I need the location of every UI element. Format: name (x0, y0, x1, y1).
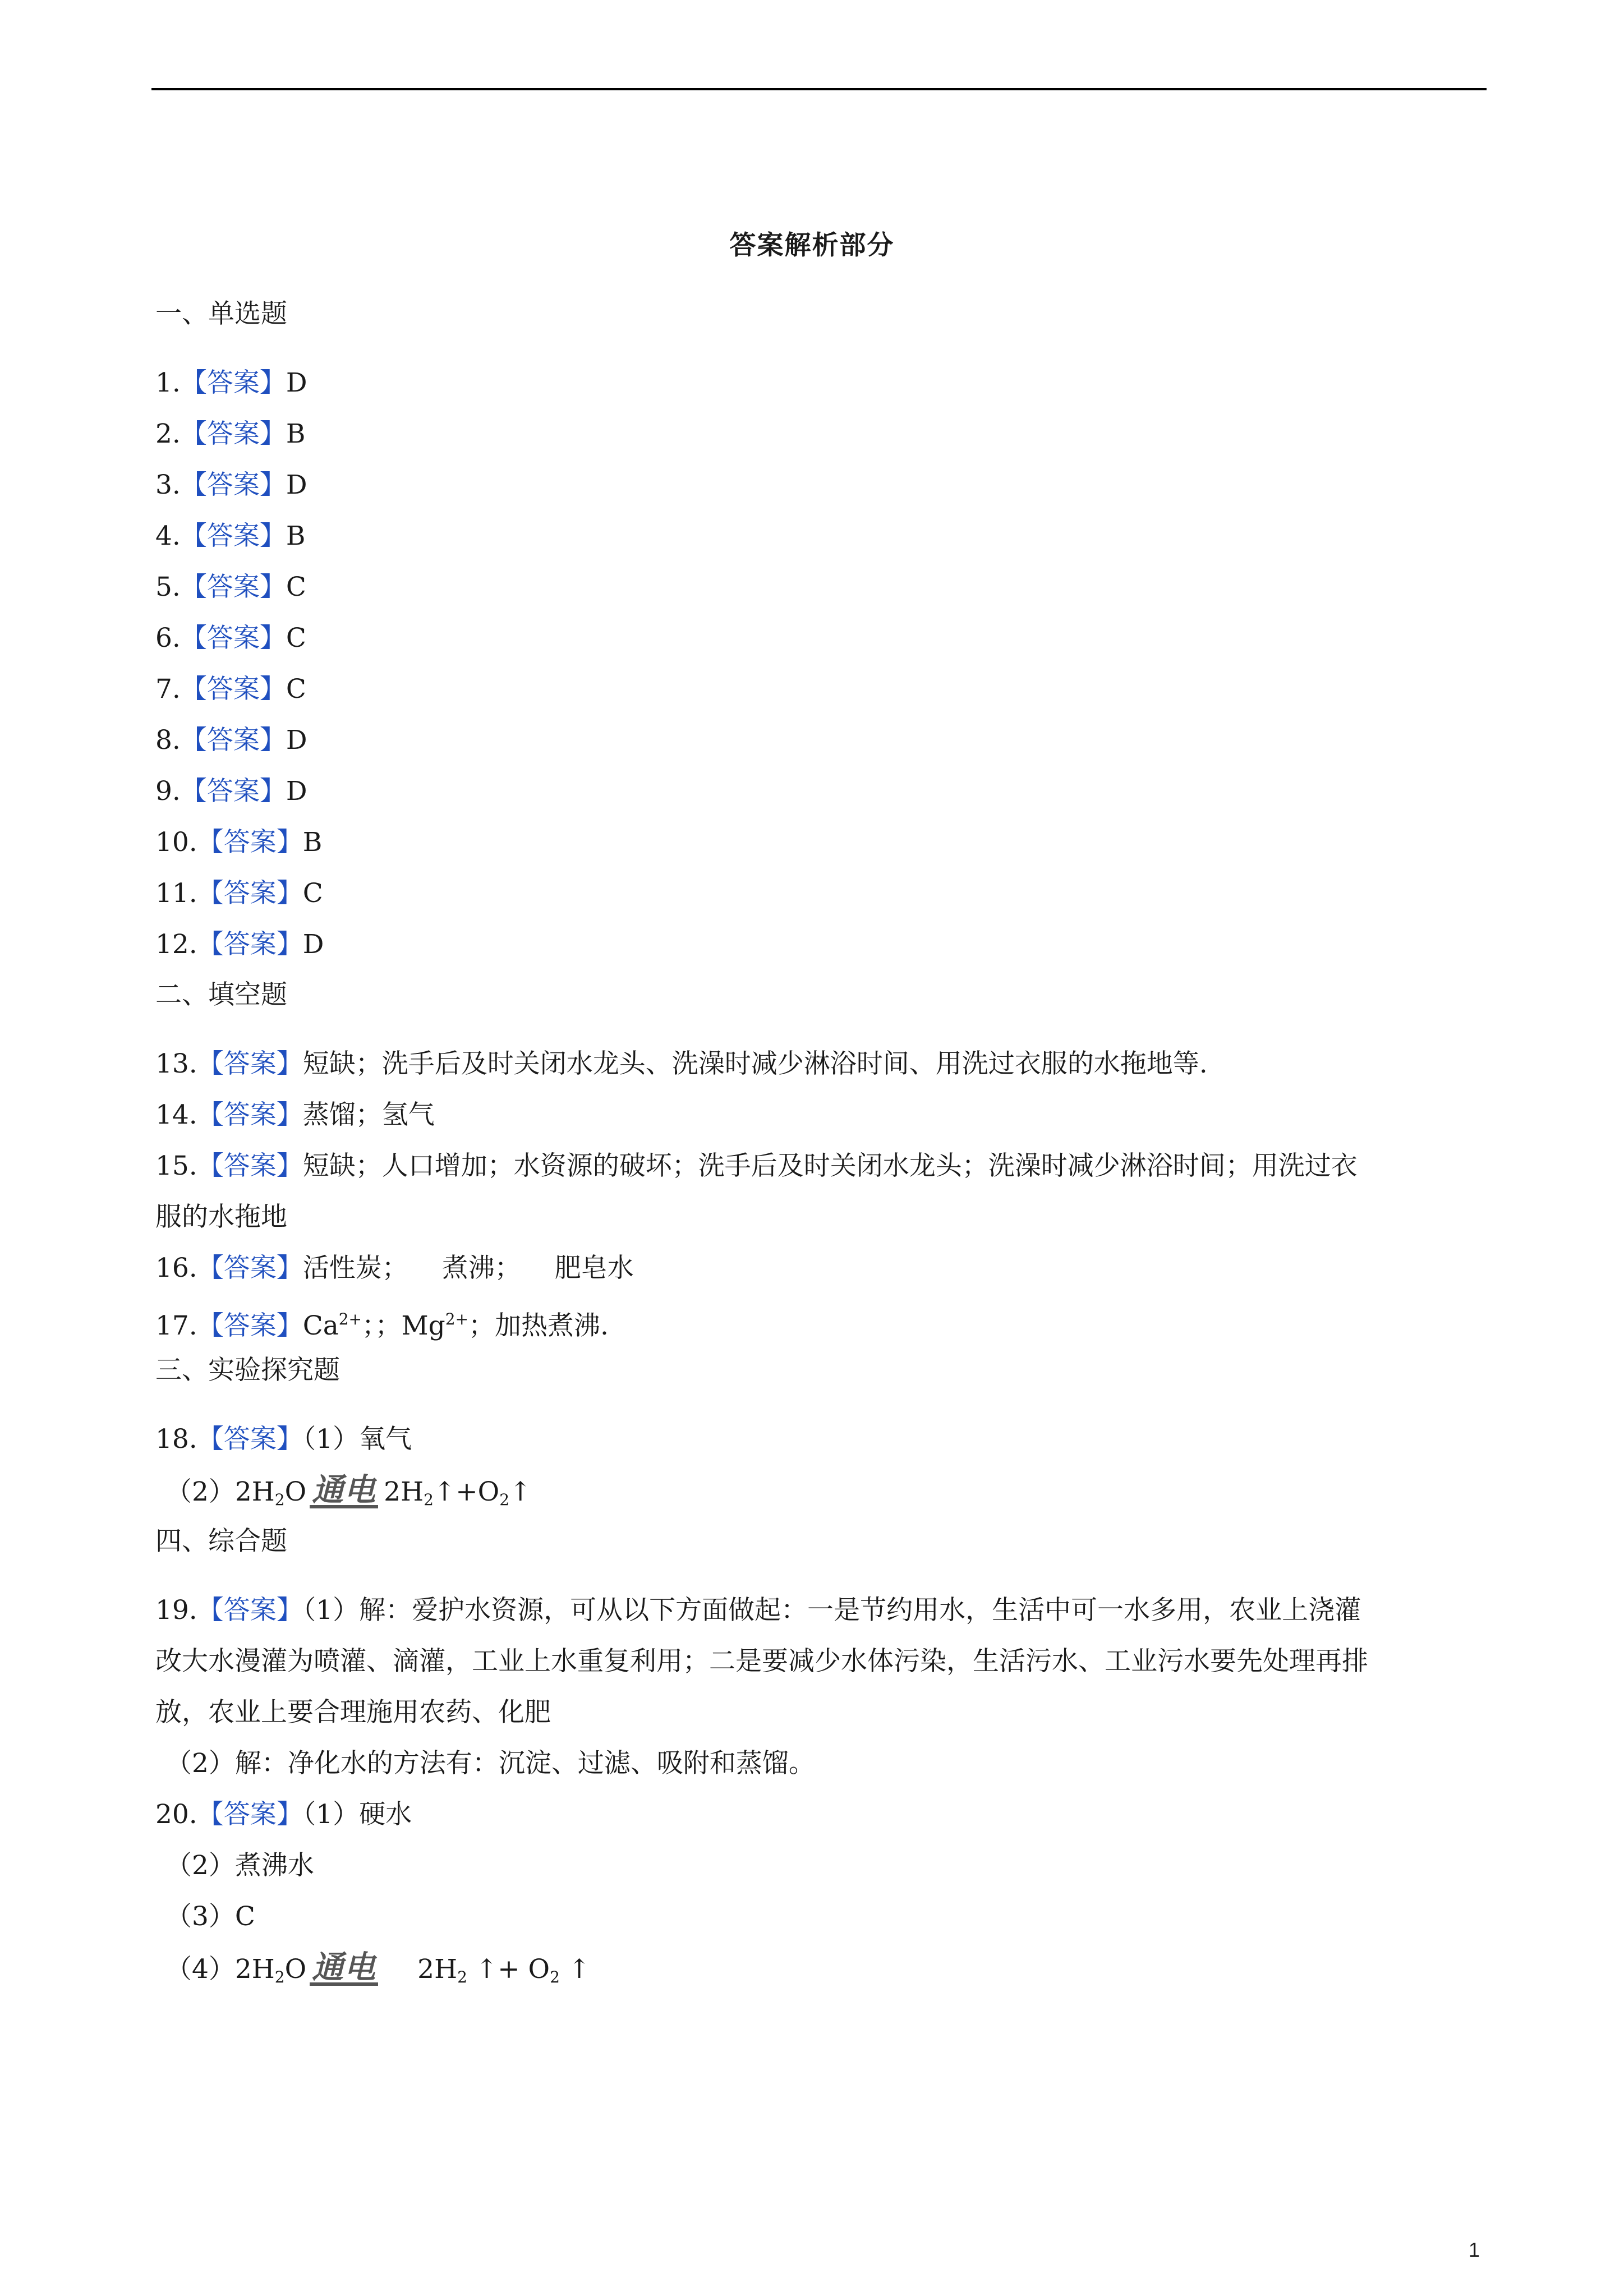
answer-tag: 【答案】 (197, 878, 303, 909)
answer-4 (155, 519, 305, 553)
answer-tag: 【答案】 (197, 1099, 303, 1130)
answer-tag: 【答案】 (180, 725, 286, 756)
answer-part-a: 活性炭； (302, 1253, 408, 1283)
answer-choice: D (286, 725, 307, 756)
answer-tag: 【答案】 (197, 1310, 303, 1341)
answer-tag: 【答案】 (180, 776, 286, 807)
answer-19-line-3: 放，农业上要合理施用农药、化肥 (155, 1697, 551, 1728)
question-number: 20. (155, 1799, 197, 1830)
answer-20-part-1 (155, 1798, 412, 1832)
question-number: 13. (155, 1048, 197, 1079)
answer-choice: C (302, 878, 323, 909)
question-number: 1. (155, 367, 181, 398)
answer-choice: C (286, 623, 306, 654)
section-heading-single-choice: 一、单选题 (155, 298, 287, 329)
answer-tag: 【答案】 (197, 929, 303, 960)
question-number: 7. (155, 674, 181, 705)
answer-14 (155, 1098, 435, 1132)
answer-tag: 【答案】 (197, 1424, 303, 1455)
answer-choice: C (286, 572, 306, 602)
question-number: 17. (155, 1310, 197, 1341)
answer-tag: 【答案】 (180, 572, 286, 602)
answer-text: （1）氧气 (302, 1424, 412, 1455)
answer-13 (155, 1047, 1208, 1081)
answer-tag: 【答案】 (197, 827, 303, 858)
answer-tag: 【答案】 (180, 623, 286, 654)
answer-3 (155, 468, 307, 502)
answer-12 (155, 928, 324, 961)
answer-19-line-1 (155, 1594, 1361, 1627)
calcium-ion: Ca (302, 1310, 339, 1341)
answer-choice: B (286, 418, 306, 449)
question-number: 11. (155, 878, 197, 909)
header-rule (151, 88, 1487, 90)
answer-tag: 【答案】 (197, 1799, 303, 1830)
answer-text: 蒸馏；氢气 (302, 1099, 435, 1130)
page-title: 答案解析部分 (729, 230, 895, 261)
answer-9 (155, 775, 307, 808)
answer-20-part-3: （3）C (165, 1901, 255, 1932)
question-number: 9. (155, 776, 181, 807)
part-label: （4） (165, 1954, 235, 1985)
answer-17 (155, 1303, 609, 1343)
answer-15 (155, 1149, 1358, 1183)
answer-choice: B (286, 521, 306, 551)
question-number: 14. (155, 1099, 197, 1130)
answer-tag: 【答案】 (197, 1595, 303, 1626)
page-number: 1 (1469, 2238, 1480, 2261)
answer-text: 短缺；人口增加；水资源的破坏；洗手后及时关闭水龙头；洗澡时减少淋浴时间；用洗过衣 (302, 1151, 1358, 1181)
answer-16 (155, 1251, 634, 1285)
question-number: 5. (155, 572, 181, 602)
answer-choice: D (286, 776, 307, 807)
electrolysis-condition: 通电 (306, 1474, 384, 1507)
answer-text: （1）硬水 (302, 1799, 412, 1830)
answer-6 (155, 622, 306, 655)
answer-part-c: 肥皂水 (554, 1253, 634, 1283)
calcium-charge: 2+ (338, 1310, 362, 1328)
answer-tag: 【答案】 (197, 1048, 303, 1079)
answer-text-end: ；加热煮沸. (468, 1310, 609, 1341)
answer-20-part-4: $(4)2H_2O$ 通电 $2H_2$ ↑+ $O_2$ ↑ (165, 1949, 591, 1986)
answer-choice: D (286, 367, 307, 398)
answer-tag: 【答案】 (180, 674, 286, 705)
answer-11 (155, 877, 323, 910)
answer-choice: D (302, 929, 324, 960)
part-label: （2） (165, 1476, 235, 1507)
section-heading-experiment: 三、实验探究题 (155, 1355, 340, 1386)
answer-20-part-2: （2）煮沸水 (165, 1850, 314, 1881)
answer-tag: 【答案】 (197, 1151, 303, 1181)
answer-text: 短缺；洗手后及时关闭水龙头、洗澡时减少淋浴时间、用洗过衣服的水拖地等. (302, 1048, 1208, 1079)
answer-18-part-1 (155, 1423, 412, 1456)
answer-part-b: 煮沸； (441, 1253, 521, 1283)
electrolysis-condition: 通电 (306, 1951, 384, 1985)
answer-2 (155, 417, 305, 451)
question-number: 10. (155, 827, 197, 858)
answer-choice: C (286, 674, 306, 705)
answer-15-continuation: 服的水拖地 (155, 1202, 287, 1232)
answer-tag: 【答案】 (180, 521, 286, 551)
question-number: 16. (155, 1253, 197, 1283)
question-number: 3. (155, 470, 181, 500)
answer-choice: D (286, 470, 307, 500)
answer-5 (155, 570, 306, 604)
section-heading-comprehensive: 四、综合题 (155, 1526, 287, 1557)
answer-tag: 【答案】 (180, 470, 286, 500)
answer-18-part-2: $(2)2H_2O$ 通电 $2H_2↑+O_2↑$ (165, 1472, 532, 1509)
question-number: 19. (155, 1595, 197, 1626)
question-number: 4. (155, 521, 181, 551)
section-heading-fill-blank: 二、填空题 (155, 979, 287, 1010)
question-number: 2. (155, 418, 181, 449)
answer-tag: 【答案】 (197, 1253, 303, 1283)
answer-19-part-2: （2）解：净化水的方法有：沉淀、过滤、吸附和蒸馏。 (165, 1748, 815, 1779)
answer-tag: 【答案】 (180, 418, 286, 449)
answer-19-line-2: 改大水漫灌为喷灌、滴灌，工业上水重复利用；二是要减少水体污染，生活污水、工业污水要先处理再排 (155, 1646, 1368, 1677)
question-number: 12. (155, 929, 197, 960)
magnesium-charge: 2+ (445, 1310, 469, 1328)
answer-10 (155, 826, 322, 859)
answer-8 (155, 724, 307, 757)
question-number: 6. (155, 623, 181, 654)
question-number: 8. (155, 725, 181, 756)
magnesium-ion: ；；Mg (362, 1310, 445, 1341)
answer-text: （1）解：爱护水资源，可从以下方面做起：一是节约用水，生活中可一水多用，农业上浇灌 (302, 1595, 1361, 1626)
question-number: 18. (155, 1424, 197, 1455)
answer-choice: B (302, 827, 323, 858)
answer-7 (155, 673, 306, 706)
answer-tag: 【答案】 (180, 367, 286, 398)
question-number: 15. (155, 1151, 197, 1181)
answer-1 (155, 366, 307, 400)
